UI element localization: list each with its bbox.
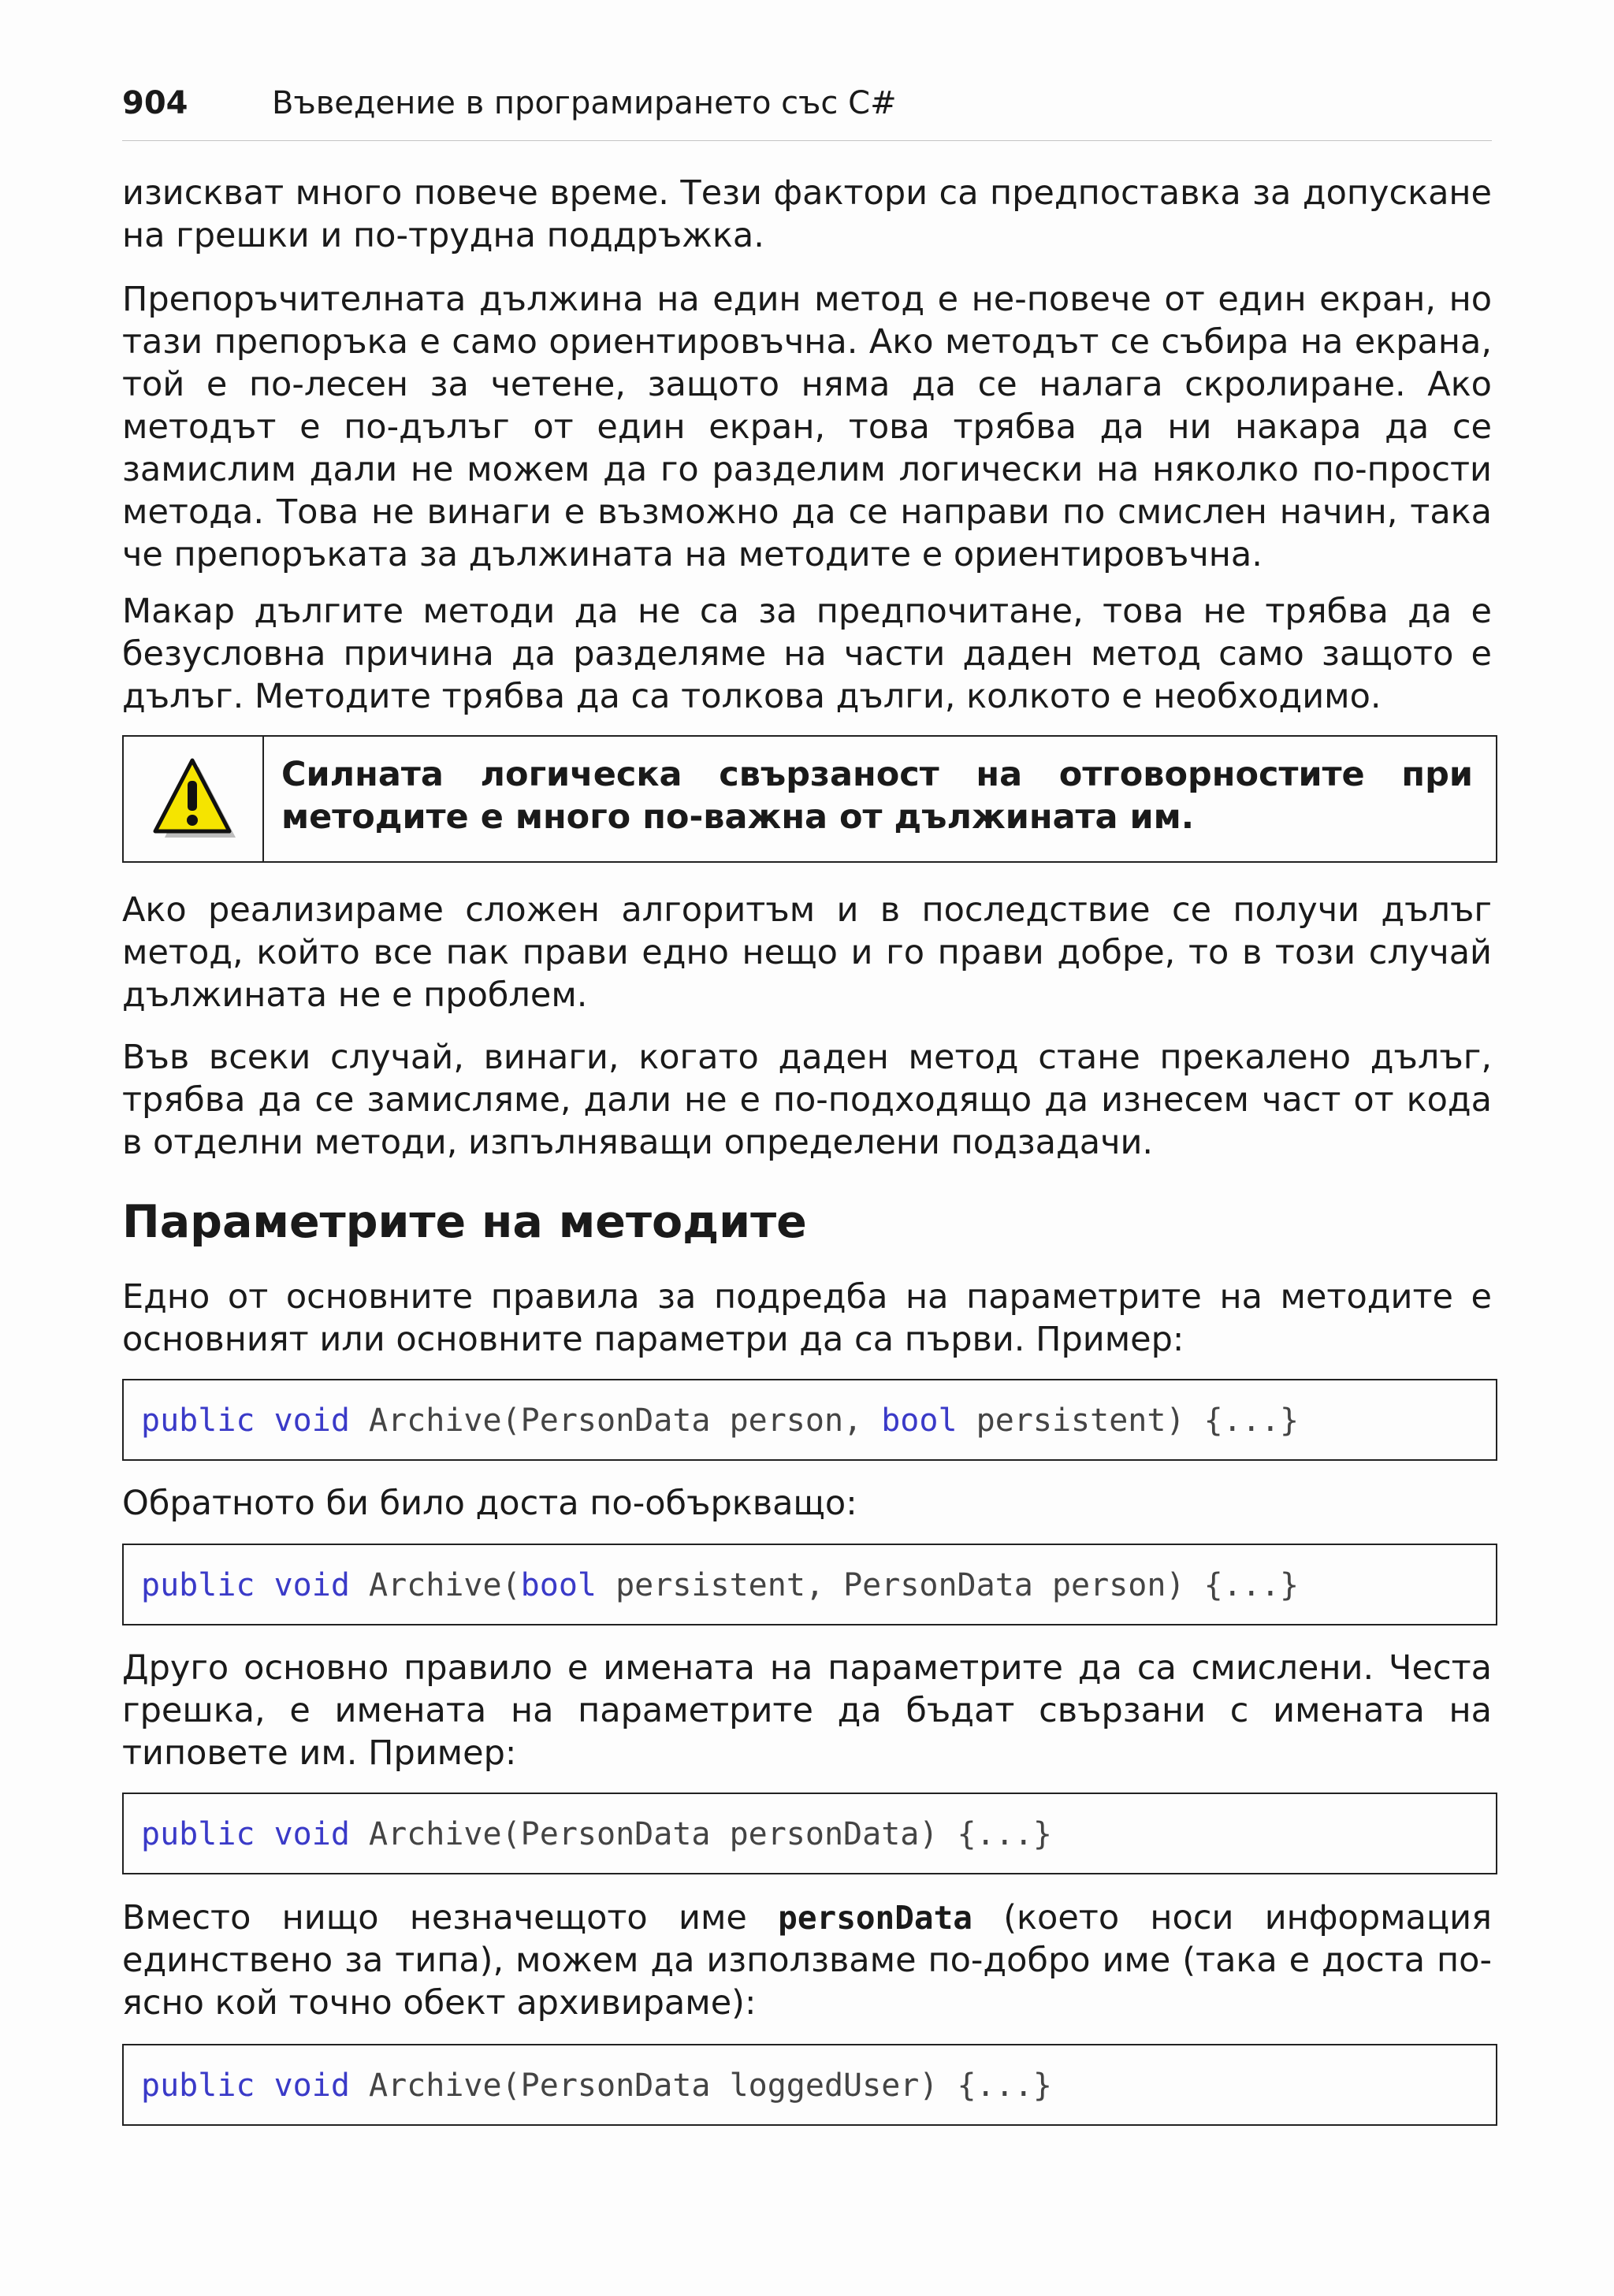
code-line [141, 2068, 1052, 2104]
warning-note-box [122, 735, 1497, 863]
paragraph-4: Ако реализираме сложен алгоритъм и в последствие се получи дълъг метод, който все пак прави едно нещо и го прави добре, то в този случай дължината не е проблем. [122, 890, 1492, 1015]
keyword: public [141, 1816, 255, 1852]
warning-note-text: Силната логическа свързаност на отговорностите при методите е много по-важна от дължината им. [281, 755, 1473, 837]
code-line [141, 1816, 1052, 1852]
code-text: Archive(PersonData loggedUser) {...} [349, 2068, 1052, 2104]
inline-code: personData [778, 1899, 972, 1937]
paragraph-3: Макар дългите методи да не са за предпочитане, това не трябва да е безусловна причина да разделяме на части даден метод само защото е дълъг. Методите трябва да са толкова дълги, колкото е необходимо. [122, 592, 1492, 716]
keyword: bool [881, 1402, 958, 1439]
paragraph-1: изискват много повече време. Тези фактори са предпоставка за допускане на грешки и по-трудна поддръжка. [122, 173, 1492, 255]
code-block-2 [122, 1544, 1497, 1625]
code-line [141, 1567, 1299, 1603]
keyword: public [141, 1402, 255, 1439]
page-header [122, 85, 1492, 141]
keyword: void [273, 1567, 350, 1603]
keyword: void [273, 2068, 350, 2104]
code-block-1 [122, 1379, 1497, 1461]
code-block-3 [122, 1793, 1497, 1874]
paragraph-5: Във всеки случай, винаги, когато даден метод стане прекалено дълъг, трябва да се замисляме, дали не е по-подходящо да изнесем част от кода в отделни методи, изпълняващи определени подзадачи. [122, 1038, 1492, 1162]
keyword: public [141, 1567, 255, 1603]
paragraph-9 [122, 1897, 1492, 2024]
code-text: Archive( [349, 1567, 521, 1603]
code-text: persistent, PersonData person) {...} [597, 1567, 1300, 1603]
keyword: public [141, 2068, 255, 2104]
paragraph-6: Едно от основните правила за подредба на параметрите на методите е основният или основните параметри да са първи. Пример: [122, 1277, 1492, 1359]
keyword: void [273, 1402, 350, 1439]
paragraph-7: Обратното би било доста по-объркващо: [122, 1484, 857, 1523]
paragraph-9-text: (което носи информация единствено за типа), можем да използваме по-добро име (така е доста по-ясно кой точно обект архивираме): [122, 1898, 1492, 2023]
paragraph-2: Препоръчителната дължина на един метод е не-повече от един екран, но тази препоръка е само ориентировъчна. Ако методът се събира на екрана, той е по-лесен за четене, защото няма да се налага скролиране. Ако методът е по-дълъг от един екран, това трябва да ни накара да се замислим дали не можем да го разделим логически на няколко по-прости метода. Това не винаги е възможно да се направи по смислен начин, така че препоръката за дължината на методите е ориентировъчна. [122, 280, 1492, 574]
paragraph-9-text: Вместо нищо незначещото име [122, 1898, 779, 1937]
paragraph-8: Друго основно правило е имената на параметрите да са смислени. Честа грешка, е имената на параметрите да бъдат свързани с имената на типовете им. Пример: [122, 1648, 1492, 1773]
running-title: Въведение в програмирането със C# [272, 85, 897, 121]
note-icon-cell [124, 737, 264, 861]
section-heading: Параметрите на методите [122, 1196, 807, 1248]
warning-icon [151, 756, 237, 842]
code-text: persistent) {...} [957, 1402, 1300, 1439]
code-text: Archive(PersonData personData) {...} [349, 1816, 1052, 1852]
code-block-4 [122, 2044, 1497, 2126]
code-text: Archive(PersonData person, [349, 1402, 882, 1439]
keyword: void [273, 1816, 350, 1852]
page-number: 904 [122, 85, 188, 121]
code-line [141, 1402, 1299, 1439]
keyword: bool [520, 1567, 597, 1603]
